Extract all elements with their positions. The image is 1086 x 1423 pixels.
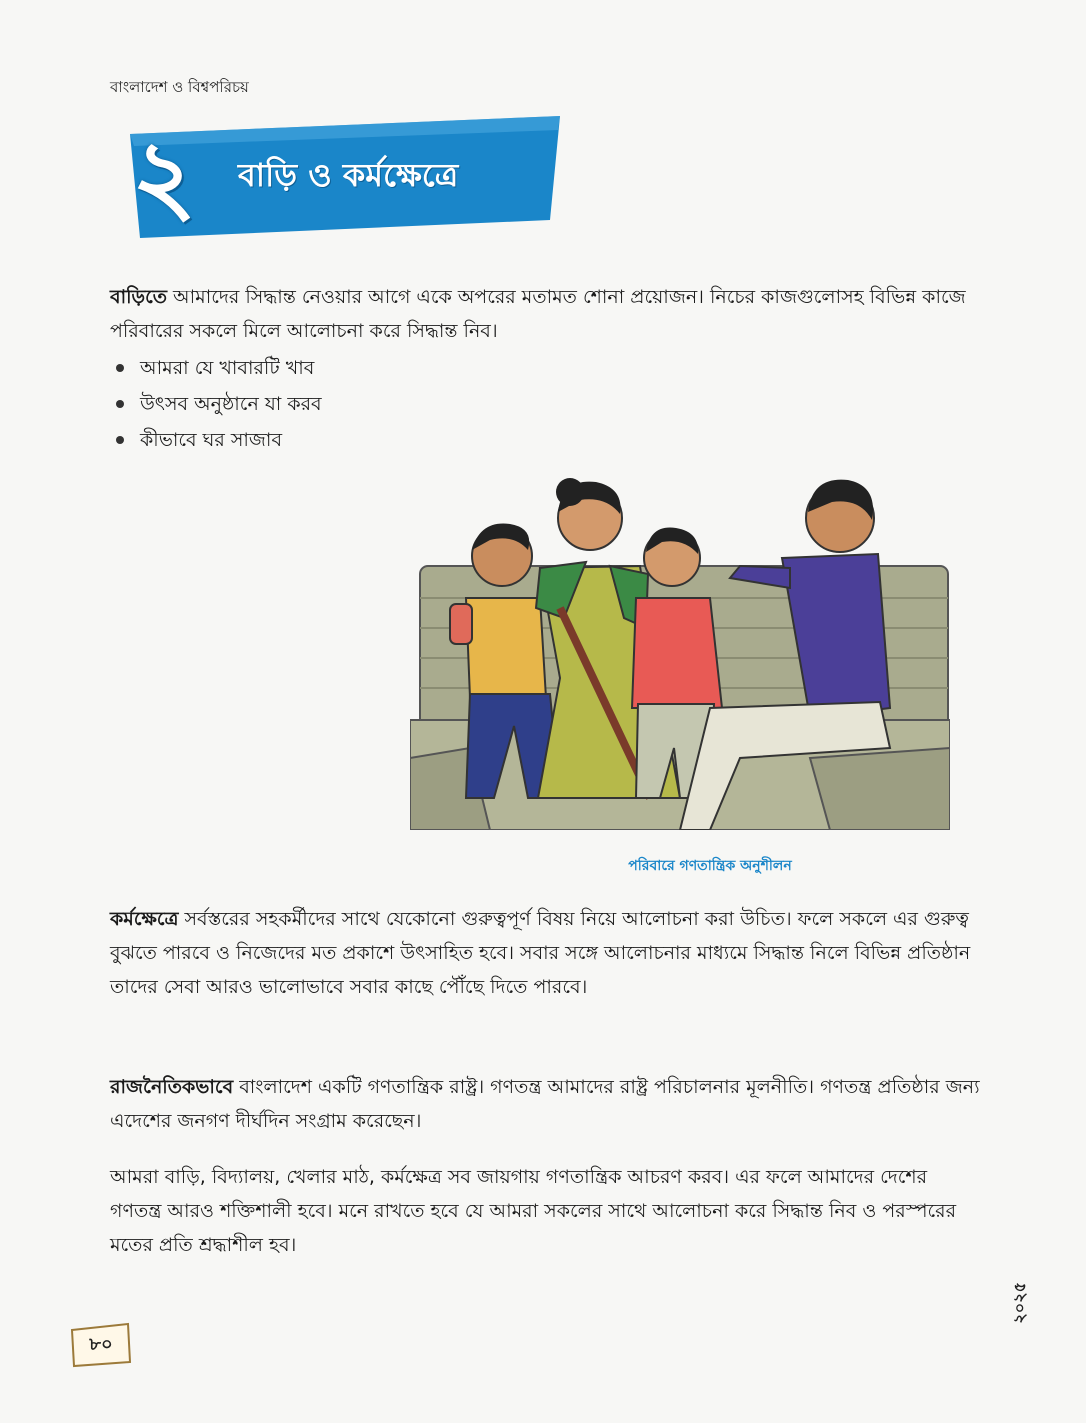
paragraph-text: আমাদের সিদ্ধান্ত নেওয়ার আগে একে অপরের মতামত শোনা প্রয়োজন। নিচের কাজগুলোসহ বিভিন্ন কাজে পরিবারের সকলে মিলে আলোচনা করে সিদ্ধান্ত নিব। (110, 286, 966, 342)
list-item: উৎসব অনুষ্ঠানে যা করব (110, 386, 322, 422)
paragraph-text: বাংলাদেশ একটি গণতান্ত্রিক রাষ্ট্র। গণতন্ত্র আমাদের রাষ্ট্র পরিচালনার মূলনীতি। গণতন্ত্র প্রতিষ্ঠার জন্য এদেশের জনগণ দীর্ঘদিন সংগ্রাম করেছেন। (110, 1076, 980, 1132)
paragraph-lead: কর্মক্ষেত্রে (110, 908, 179, 930)
paragraph-lead: রাজনৈতিকভাবে (110, 1076, 234, 1098)
family-discussion-illustration (410, 458, 950, 830)
bullet-icon (116, 400, 124, 408)
paragraph-text: সর্বস্তরের সহকর্মীদের সাথে যেকোনো গুরুত্বপূর্ণ বিষয় নিয়ে আলোচনা করা উচিত। ফলে সকলে এর গুরুত্ব বুঝতে পারবে ও নিজেদের মত প্রকাশে উৎসাহিত হবে। সবার সঙ্গে আলোচনার মাধ্যমে সিদ্ধান্ত নিলে বিভিন্ন প্রতিষ্ঠান তাদের সেবা আরও ভালোভাবে সবার কাছে পৌঁছে দিতে পারবে। (110, 908, 971, 998)
paragraph-text: আমরা বাড়ি, বিদ্যালয়, খেলার মাঠ, কর্মক্ষেত্র সব জায়গায় গণতান্ত্রিক আচরণ করব। এর ফলে আমাদের দেশের গণতন্ত্র আরও শক্তিশালী হবে। মনে রাখতে হবে যে আমরা সকলের সাথে আলোচনা করে সিদ্ধান্ত নিব ও পরস্পরের মতের প্রতি শ্রদ্ধাশীল হব। (110, 1166, 957, 1256)
chapter-banner (110, 116, 570, 238)
paragraph-political (110, 1070, 980, 1138)
chapter-number: ২ (131, 118, 197, 235)
paragraph-conclusion (110, 1160, 980, 1262)
decision-list (110, 350, 322, 458)
page-number-box (68, 1322, 134, 1368)
paragraph-lead: বাড়িতে (110, 286, 167, 308)
list-item: কীভাবে ঘর সাজাব (110, 422, 322, 458)
page-number: ৮০ (89, 1334, 113, 1355)
paragraph-home (110, 280, 980, 348)
bullet-icon (116, 364, 124, 372)
chapter-title: বাড়ি ও কর্মক্ষেত্রে (238, 156, 459, 194)
bullet-icon (116, 436, 124, 444)
paragraph-workplace (110, 902, 980, 1004)
running-head: বাংলাদেশ ও বিশ্বপরিচয় (110, 78, 249, 96)
side-code: ২০২৫ (1010, 1282, 1029, 1324)
list-item: আমরা যে খাবারটি খাব (110, 350, 322, 386)
figure-caption: পরিবারে গণতান্ত্রিক অনুশীলন (628, 858, 792, 874)
